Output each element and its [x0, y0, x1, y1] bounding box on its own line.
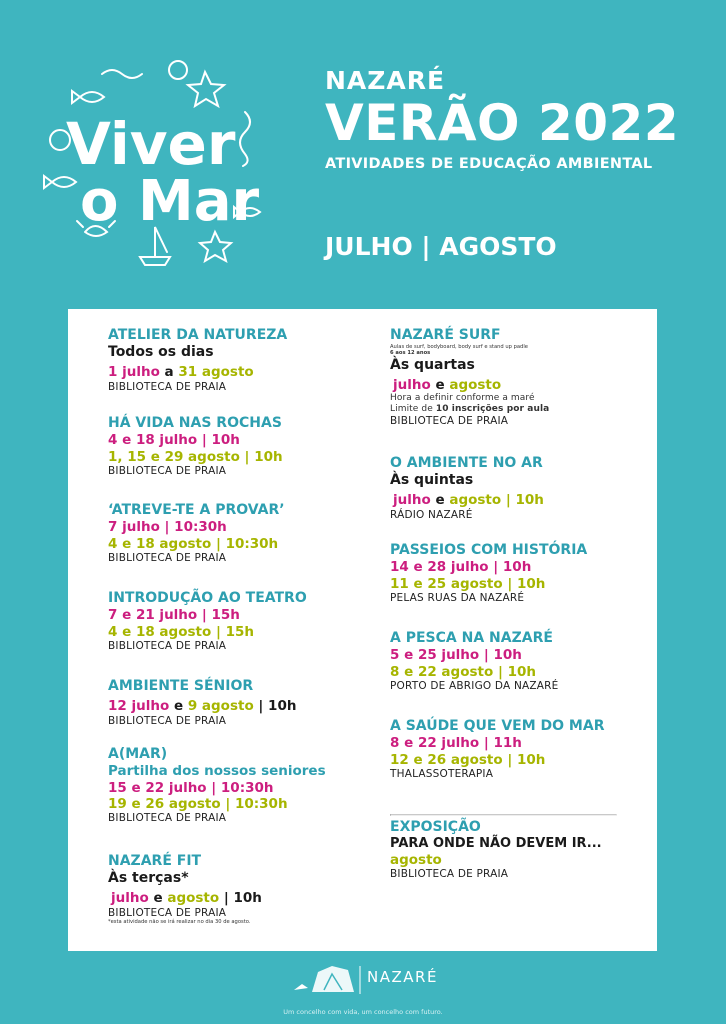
event-july-dates: 7 julho | 10:30h: [108, 519, 227, 536]
event-venue: BIBLIOTECA DE PRAIA: [390, 415, 509, 428]
event-title: HÁ VIDA NAS ROCHAS: [108, 415, 282, 431]
logo-text-line2: o Mar: [80, 169, 260, 234]
event-venue: BIBLIOTECA DE PRAIA: [108, 380, 227, 393]
event-atelier-natureza: [108, 327, 287, 393]
logo-text-line1: Viver: [66, 110, 236, 178]
event-subtitle: Partilha dos nossos seniores: [108, 763, 326, 780]
event-schedule: Às terças*: [108, 870, 189, 887]
event-detail: Aulas de surf, bodyboard, body surf e stand up padle: [390, 344, 528, 351]
event-venue: BIBLIOTECA DE PRAIA: [108, 465, 227, 478]
event-august-dates: 8 e 22 agosto | 10h: [390, 663, 536, 680]
event-schedule: Às quintas: [390, 472, 474, 489]
event-august-dates: 4 e 18 agosto | 15h: [108, 623, 254, 640]
event-introducao-teatro: [108, 590, 307, 653]
seahorse-icon: [240, 112, 250, 166]
event-ambiente-senior: [108, 678, 296, 727]
event-venue: RÁDIO NAZARÉ: [390, 508, 473, 521]
event-title: PASSEIOS COM HISTÓRIA: [390, 542, 588, 558]
event-dates: 1 julho a 31 agosto: [108, 364, 254, 381]
event-title: ATELIER DA NATUREZA: [108, 327, 288, 343]
event-title: A SAÚDE QUE VEM DO MAR: [390, 718, 605, 734]
event-venue: BIBLIOTECA DE PRAIA: [108, 640, 227, 653]
event-amar: [108, 746, 326, 825]
event-july-dates: 15 e 22 julho | 10:30h: [108, 779, 274, 796]
event-august-dates: 11 e 25 agosto | 10h: [390, 575, 546, 592]
viver-o-mar-logo: [40, 52, 275, 277]
event-venue: BIBLIOTECA DE PRAIA: [390, 868, 509, 881]
event-title: EXPOSIÇÃO: [390, 819, 481, 835]
event-ages: 6 aos 12 anos: [390, 350, 431, 357]
event-july-dates: 5 e 25 julho | 10h: [390, 647, 522, 664]
event-dates: 12 julho e 9 agosto | 10h: [108, 698, 297, 715]
event-dates: julho e agosto | 10h: [393, 492, 544, 509]
event-note-limit: Limite de 10 inscrições por aula: [390, 404, 550, 415]
fish-icon: [72, 91, 104, 103]
event-title: ‘ATREVE-TE A PROVAR’: [108, 502, 285, 518]
event-title: NAZARÉ SURF: [390, 327, 501, 343]
event-title: A(MAR): [108, 746, 168, 762]
event-venue: PELAS RUAS DA NAZARÉ: [390, 592, 525, 605]
event-title: INTRODUÇÃO AO TEATRO: [108, 590, 307, 606]
event-ambiente-no-ar: [390, 455, 544, 521]
subtitle: ATIVIDADES DE EDUCAÇÃO AMBIENTAL: [325, 156, 653, 172]
shell-icon: [169, 61, 187, 79]
events-panel: [68, 309, 657, 951]
event-exposicao: [390, 819, 602, 881]
event-august-dates: 19 e 26 agosto | 10:30h: [108, 796, 288, 813]
event-pesca-nazare: [390, 630, 558, 693]
event-venue: THALASSOTERAPIA: [390, 768, 494, 781]
event-venue: BIBLIOTECA DE PRAIA: [108, 552, 227, 565]
event-venue: PORTO DE ABRIGO DA NAZARÉ: [390, 680, 559, 693]
event-title: O AMBIENTE NO AR: [390, 455, 543, 471]
footer-brand: NAZARÉ: [367, 968, 438, 986]
event-nazare-surf: [390, 327, 549, 428]
event-august-dates: 12 e 26 agosto | 10h: [390, 751, 546, 768]
event-july-dates: 4 e 18 julho | 10h: [108, 432, 240, 449]
season-title: VERÃO 2022: [325, 94, 680, 152]
event-july-dates: 14 e 28 julho | 10h: [390, 559, 532, 576]
event-note-tide: Hora a definir conforme a maré: [390, 393, 535, 404]
town-heading: NAZARÉ: [325, 66, 446, 95]
event-saude-mar: [390, 718, 604, 781]
event-dates: julho e agosto: [393, 376, 502, 393]
event-passeios-historia: [390, 542, 587, 605]
event-dates: julho e agosto | 10h: [111, 890, 262, 907]
footer-tagline: Um concelho com vida, um concelho com futuro.: [283, 1008, 443, 1016]
event-august-dates: agosto: [390, 851, 442, 868]
event-schedule: Às quartas: [390, 356, 475, 373]
event-ha-vida-rochas: [108, 415, 283, 478]
divider: [390, 814, 617, 816]
event-title: NAZARÉ FIT: [108, 853, 202, 869]
event-july-dates: 7 e 21 julho | 15h: [108, 607, 240, 624]
event-schedule: Todos os dias: [108, 344, 214, 361]
event-title: A PESCA NA NAZARÉ: [390, 630, 553, 646]
event-venue: BIBLIOTECA DE PRAIA: [108, 906, 227, 919]
event-august-dates: 4 e 18 agosto | 10:30h: [108, 535, 279, 552]
starfish-icon: [188, 72, 224, 106]
starfish-icon-2: [200, 232, 231, 261]
event-july-dates: 8 e 22 julho | 11h: [390, 735, 522, 752]
wave-icon: [102, 70, 142, 78]
event-venue: BIBLIOTECA DE PRAIA: [108, 714, 227, 727]
event-title: AMBIENTE SÉNIOR: [108, 678, 254, 694]
event-nazare-fit: [108, 853, 262, 926]
event-august-dates: 1, 15 e 29 agosto | 10h: [108, 448, 283, 465]
event-atreve-te-provar: [108, 502, 285, 565]
event-subtitle: PARA ONDE NÃO DEVEM IR...: [390, 836, 602, 852]
months-heading: JULHO | AGOSTO: [325, 232, 557, 261]
event-venue: BIBLIOTECA DE PRAIA: [108, 812, 227, 825]
event-footnote: *esta atividade não se irá realizar no dia 30 de agosto.: [108, 919, 251, 926]
